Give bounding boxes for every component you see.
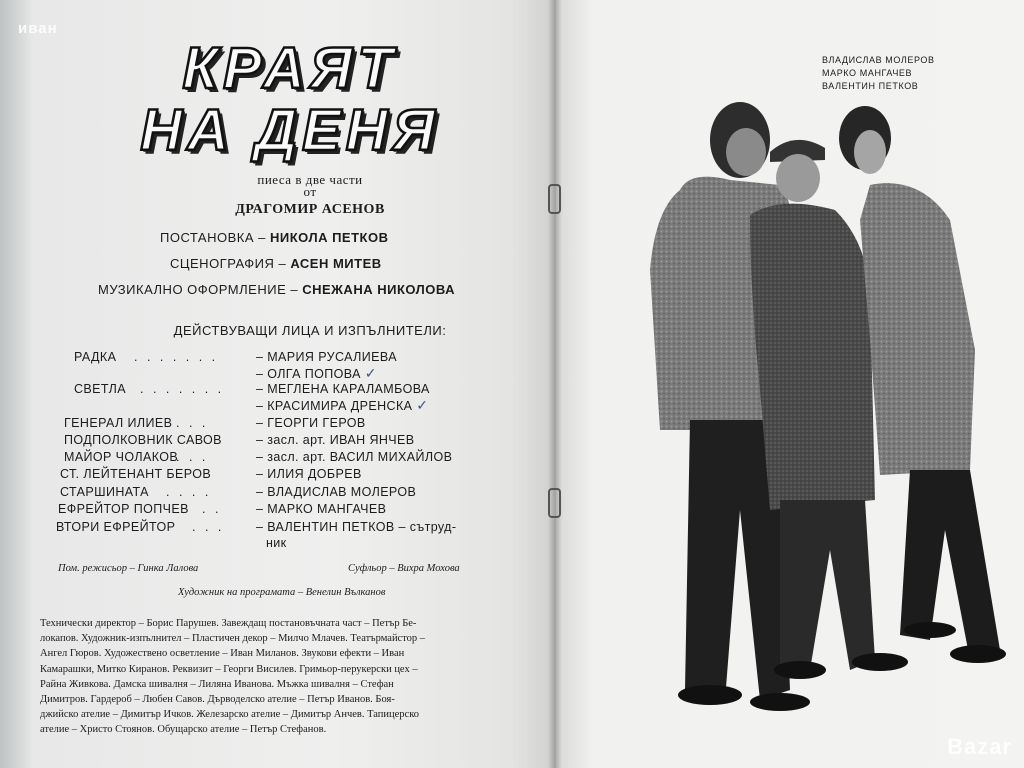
cast-actor: – ГЕОРГИ ГЕРОВ xyxy=(256,416,366,430)
credit-direction xyxy=(160,230,388,245)
cast-role: РАДКА xyxy=(74,350,117,364)
cast-row xyxy=(64,416,514,432)
technical-line: Димитров. Гардероб – Любен Савов. Дърводелско ателие – Петър Иванов. Боя- xyxy=(40,694,395,706)
cast-row xyxy=(74,350,524,366)
check-mark-icon: ✓ xyxy=(364,366,377,382)
cast-actor: – МЕГЛЕНА КАРАЛАМБОВА xyxy=(256,382,430,396)
cast-role: ЕФРЕЙТОР ПОПЧЕВ xyxy=(58,502,189,516)
cast-dots: . . xyxy=(202,502,222,516)
cast-actor: – засл. арт. ВАСИЛ МИХАЙЛОВ xyxy=(256,450,453,464)
credit-dash: – xyxy=(258,230,266,245)
technical-line: локапов. Художник-изпълнител – Пластичен декор – Милчо Млачев. Театърмайстор – xyxy=(40,633,426,645)
cast-role: СТ. ЛЕЙТЕНАНТ БЕРОВ xyxy=(60,467,212,481)
credit-name: АСЕН МИТЕВ xyxy=(290,256,382,271)
cast-actor-name: – КРАСИМИРА ДРЕНСКА xyxy=(256,399,413,413)
credit-scenography xyxy=(170,256,382,271)
cast-actor: – засл. арт. ИВАН ЯНЧЕВ xyxy=(256,433,415,447)
staple-top xyxy=(548,184,561,214)
cast-actor xyxy=(256,366,377,382)
cast-role: МАЙОР ЧОЛАКОВ xyxy=(64,450,179,464)
technical-line: Технически директор – Борис Парушев. Завеждащ постановъчната част – Петър Бе- xyxy=(40,618,417,629)
cast-row xyxy=(64,433,514,449)
cast-actor-name: – ОЛГА ПОПОВА xyxy=(256,367,361,381)
technical-line: Камарашки, Митко Киранов. Реквизит – Георги Висилев. Гримьор-перукерски цех – xyxy=(40,663,418,675)
cast-actor: ник xyxy=(266,536,287,550)
cast-dots: . . . xyxy=(176,450,209,464)
cast-actor: – МАРИЯ РУСАЛИЕВА xyxy=(256,350,397,364)
cast-dots: . . . . . . . xyxy=(134,350,219,364)
cast-dots: . . . xyxy=(192,520,225,534)
technical-line: Ангел Гюров. Художествено осветление – Иван Миланов. Звукови ефекти – Иван xyxy=(40,648,405,660)
photo-caption xyxy=(822,54,935,93)
photo-caption-line: МАРКО МАНГАЧЕВ xyxy=(822,68,913,78)
play-title-line1: КРАЯТ xyxy=(182,36,398,101)
play-title-line2: НА ДЕНЯ xyxy=(140,98,440,163)
cast-row xyxy=(58,502,508,518)
cast-dots: . . . xyxy=(176,416,209,430)
credit-role: ПОСТАНОВКА xyxy=(160,230,255,245)
credit-name: НИКОЛА ПЕТКОВ xyxy=(270,230,389,245)
cast-row xyxy=(60,485,510,501)
cast-actor: – ВАЛЕНТИН ПЕТКОВ – сътруд- xyxy=(256,520,457,534)
cast-heading: ДЕЙСТВУВАЩИ ЛИЦА И ИЗПЪЛНИТЕЛИ: xyxy=(173,323,447,338)
cast-role: СВЕТЛА xyxy=(74,382,127,396)
watermark-bottom-right: Bazar xyxy=(947,734,1012,759)
photo-caption-line: ВАЛЕНТИН ПЕТКОВ xyxy=(822,81,919,91)
cast-role: СТАРШИНАТА xyxy=(60,485,149,499)
technical-line: Райна Живкова. Дамска шивалня – Лиляна Иванова. Мъжка шивалня – Стефан xyxy=(40,678,394,690)
cast-row xyxy=(60,467,510,483)
credit-role: МУЗИКАЛНО ОФОРМЛЕНИЕ xyxy=(98,282,287,297)
cast-role: ПОДПОЛКОВНИК САВОВ xyxy=(64,433,222,447)
actors-photo xyxy=(630,90,1010,730)
check-mark-icon: ✓ xyxy=(416,398,429,414)
cast-role: ГЕНЕРАЛ ИЛИЕВ xyxy=(64,416,173,430)
cast-row xyxy=(74,366,524,382)
credit-role: СЦЕНОГРАФИЯ xyxy=(170,256,275,271)
prompter: Суфльор – Вихра Мохова xyxy=(348,563,460,574)
photo-caption-line: ВЛАДИСЛАВ МОЛЕРОВ xyxy=(822,55,935,65)
cast-row xyxy=(56,520,506,536)
program-artist: Художник на програмата – Венелин Вълканов xyxy=(178,587,386,598)
cast-row xyxy=(56,536,506,552)
subtitle-from: от xyxy=(303,184,317,199)
cast-dots: . . . . xyxy=(166,485,212,499)
technical-line: ателие – Христо Стоянов. Обущарско ателие – Петър Стефанов. xyxy=(40,724,327,736)
cast-actor xyxy=(256,398,428,414)
credit-name: СНЕЖАНА НИКОЛОВА xyxy=(302,282,456,297)
credit-music xyxy=(98,282,455,297)
cast-actor: – ВЛАДИСЛАВ МОЛЕРОВ xyxy=(256,485,417,499)
technical-staff-paragraph xyxy=(40,616,490,738)
assistant-director: Пом. режисьор – Гинка Лалова xyxy=(58,563,199,574)
book-gutter xyxy=(548,0,562,768)
cast-row xyxy=(74,398,524,414)
credit-dash: – xyxy=(290,282,299,297)
technical-line: джийско ателие – Димитър Ичков. Железарско ателие – Димитър Анчев. Тапицерско xyxy=(40,709,420,721)
cast-actor: – МАРКО МАНГАЧЕВ xyxy=(256,502,387,516)
cast-row xyxy=(64,450,514,466)
credit-dash: – xyxy=(278,256,287,271)
watermark-top-left: иван xyxy=(18,20,58,37)
cast-dots: . . . . . . . xyxy=(140,382,225,396)
staple-bottom xyxy=(548,488,561,518)
cast-role: ВТОРИ ЕФРЕЙТОР xyxy=(56,520,176,534)
subtitle-play-type: пиеса в две части xyxy=(257,172,363,187)
cast-actor: – ИЛИЯ ДОБРЕВ xyxy=(256,467,362,481)
author-name: ДРАГОМИР АСЕНОВ xyxy=(235,202,385,217)
cast-row xyxy=(74,382,524,398)
